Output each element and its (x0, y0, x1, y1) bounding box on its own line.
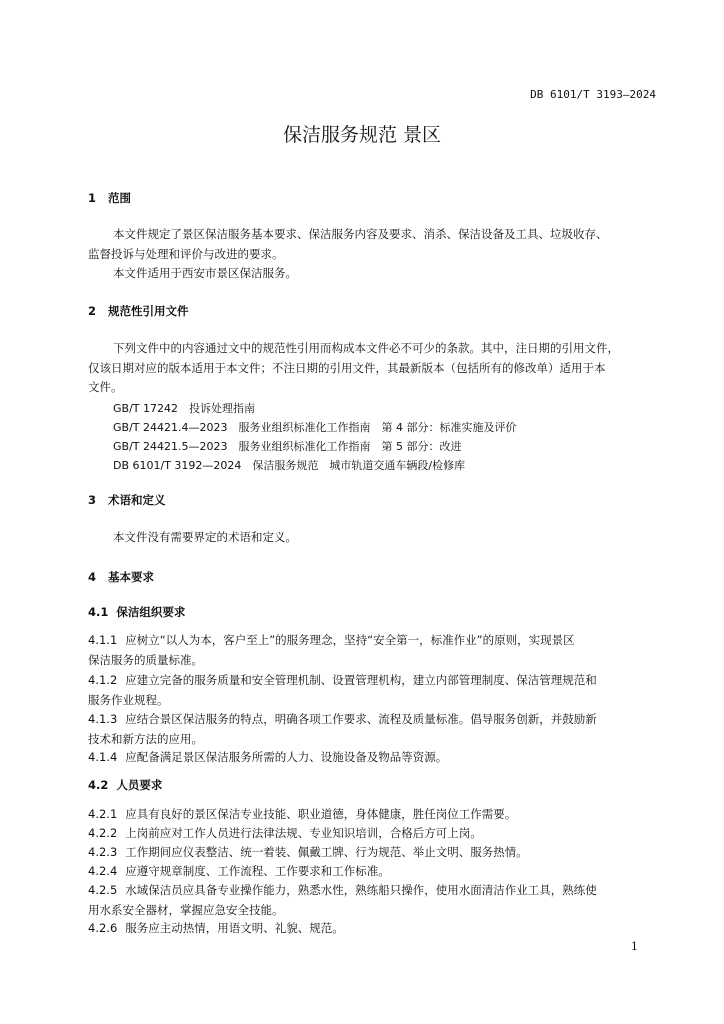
clause-item (88, 804, 656, 824)
paragraph-line: 下列文件中的内容通过文中的规范性引用而构成本文件必不可少的条款。其中，注日期的引用文件， (113, 341, 619, 355)
clause-number: 4.1.2 (88, 673, 118, 687)
clause-text: 应遵守规章制度、工作流程、工作要求和工作标准。 (125, 864, 390, 878)
section-title: 基本要求 (108, 570, 155, 584)
section-title: 规范性引用文件 (108, 304, 189, 318)
clause-text: 应具有良好的景区保洁专业技能、职业道德，身体健康，胜任岗位工作需要。 (125, 807, 517, 821)
subsection-title: 保洁组织要求 (116, 605, 186, 619)
document-title: 保洁服务规范 景区 (282, 124, 442, 146)
document-code: DB 6101/T 3193—2024 (530, 88, 656, 101)
clause-text: 应配备满足景区保洁服务所需的人力、设施设备及物品等资源。 (125, 750, 448, 764)
paragraph-line: 监督投诉与处理和评价与改进的要求。 (88, 247, 284, 261)
section-number: 3 (88, 493, 97, 507)
clause-number: 4.2.2 (88, 826, 118, 840)
section-number: 4 (88, 570, 97, 584)
clause-text: 上岗前应对工作人员进行法律法规、专业知识培训，合格后方可上岗。 (125, 826, 482, 840)
clause-text: 应建立完备的服务质量和安全管理机制、设置管理机构，建立内部管理制度、保洁管理规范和 (125, 673, 597, 687)
page-number: 1 (631, 940, 638, 953)
clause-item (88, 630, 656, 670)
subsection-heading-4-2 (88, 777, 162, 793)
section-title: 术语和定义 (108, 493, 166, 507)
clause-item (88, 670, 656, 710)
clause-item (88, 709, 656, 749)
clause-number: 4.1.3 (88, 712, 118, 726)
section-heading-1 (88, 190, 131, 206)
subsection-number: 4.1 (88, 605, 109, 619)
reference-item: GB/T 17242 投诉处理指南 (113, 402, 255, 415)
clause-text: 应结合景区保洁服务的特点，明确各项工作要求、流程及质量标准。倡导服务创新，并鼓励新 (125, 712, 597, 726)
section-heading-4 (88, 569, 154, 585)
section-heading-3 (88, 492, 166, 508)
clause-text: 工作期间应仪表整洁、统一着装、佩戴工牌、行为规范、举止文明、服务热情。 (125, 845, 528, 859)
clause-text-continued: 用水系安全器材，掌握应急安全技能。 (88, 903, 284, 917)
clause-text: 应树立“以人为本，客户至上”的服务理念，坚持“安全第一，标准作业”的原则，实现景区 (125, 633, 575, 647)
clause-number: 4.1.4 (88, 750, 118, 764)
clause-item (88, 842, 656, 862)
paragraph-line: 仅该日期对应的版本适用于本文件；不注日期的引用文件，其最新版本（包括所有的修改单）适用于本 (88, 361, 606, 375)
clause-item (88, 861, 656, 881)
clause-item (88, 823, 656, 843)
clause-number: 4.2.3 (88, 845, 118, 859)
paragraph-line: 本文件没有需要界定的术语和定义。 (113, 530, 297, 544)
clause-text-continued: 服务作业规程。 (88, 693, 169, 707)
section-number: 2 (88, 304, 97, 318)
clause-number: 4.2.1 (88, 807, 118, 821)
clause-text: 服务应主动热情，用语文明、礼貌、规范。 (125, 921, 344, 935)
clause-item (88, 747, 656, 767)
clause-number: 4.1.1 (88, 633, 118, 647)
reference-item: DB 6101/T 3192—2024 保洁服务规范 城市轨道交通车辆段/检修库 (113, 459, 466, 472)
paragraph-line: 文件。 (88, 380, 123, 394)
clause-number: 4.2.6 (88, 921, 118, 935)
clause-text-continued: 保洁服务的质量标准。 (88, 653, 203, 667)
section-heading-2 (88, 303, 189, 319)
subsection-number: 4.2 (88, 778, 109, 792)
paragraph-line: 本文件规定了景区保洁服务基本要求、保洁服务内容及要求、消杀、保洁设备及工具、垃圾收存、 (113, 227, 608, 241)
clause-number: 4.2.5 (88, 883, 118, 897)
section-number: 1 (88, 191, 97, 205)
clause-text: 水域保洁员应具备专业操作能力，熟悉水性，熟练船只操作，使用水面清洁作业工具，熟练使 (125, 883, 597, 897)
clause-number: 4.2.4 (88, 864, 118, 878)
clause-text-continued: 技术和新方法的应用。 (88, 732, 203, 746)
clause-item (88, 918, 656, 938)
subsection-title: 人员要求 (116, 778, 163, 792)
subsection-heading-4-1 (88, 604, 185, 620)
paragraph-line: 本文件适用于西安市景区保洁服务。 (113, 266, 297, 280)
reference-item: GB/T 24421.5—2023 服务业组织标准化工作指南 第 5 部分：改进 (113, 440, 462, 453)
clause-item (88, 880, 656, 920)
reference-item: GB/T 24421.4—2023 服务业组织标准化工作指南 第 4 部分：标准实施及评价 (113, 421, 517, 434)
section-title: 范围 (108, 191, 132, 205)
